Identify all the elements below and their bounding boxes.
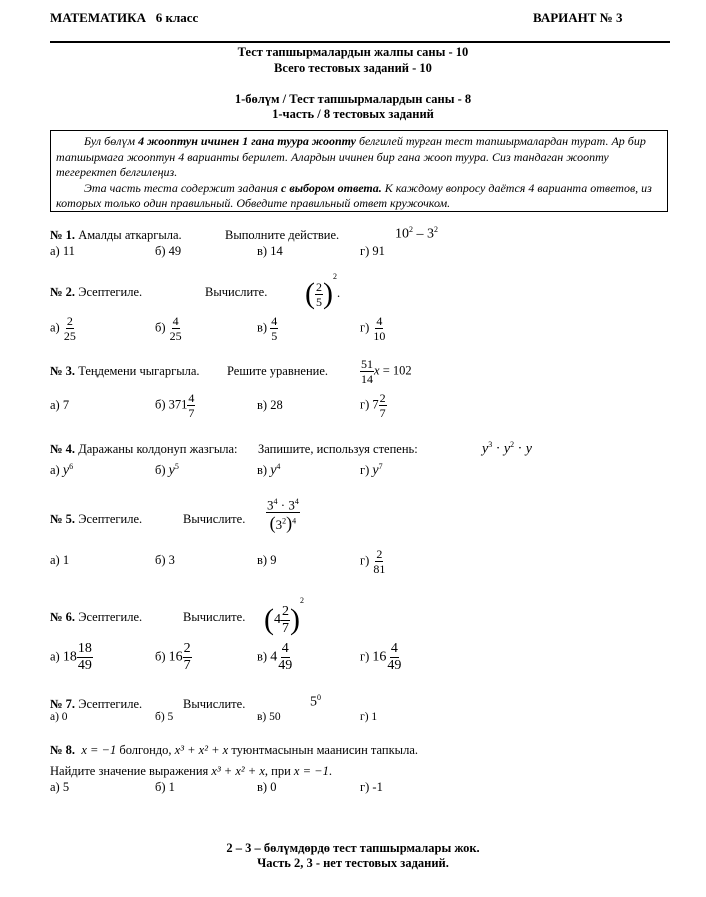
q5-expression: $\frac{3^4 \cdot 3^4}{(3^2)^4}$ [267,497,299,534]
q6-prompt: № 6. Эсептегиле. [50,610,143,624]
footer-kg: 2 – 3 – бөлүмдөрдө тест тапшырмалары жок. [226,841,480,855]
footer-ru: Часть 2, 3 - нет тестовых заданий. [257,856,449,870]
part1-kg: 1-бөлүм / Тест тапшырмалардын саны - 8 [234,92,472,106]
q8-prompt-kg: № 8. x = −1 болгондо, x³ + x² + x туюнтмасынын маанисин тапкыла. [50,743,418,757]
q3-answer-d[interactable]: г) 7 $\frac{2}{7}$ [360,391,386,420]
q4-answer-b[interactable]: б) $y^5$ [155,462,179,479]
q5-answer-a[interactable]: а) 1 [50,553,70,567]
q8-answer-c[interactable]: в) 0 [257,780,277,794]
q4-answer-c[interactable]: в) $y^4$ [257,462,281,479]
q7-answer-c[interactable]: в) 50 [257,711,281,723]
q3-prompt-ru: Решите уравнение. [227,364,329,378]
q2-answer-b[interactable]: б) $\frac{4}{25}$ [155,314,182,343]
q7-expression: $5^0$ [310,693,321,710]
q6-prompt-ru: Вычислите. [183,610,246,624]
q1-prompt: № 1. Амалды аткаргыла. [50,228,182,242]
q6-answer-a[interactable]: а) 18 $\frac{18}{49}$ [50,641,92,673]
q6-answer-b[interactable]: б) 16 $\frac{2}{7}$ [155,641,191,673]
part1-ru: 1-часть / 8 тестовых заданий [272,107,434,121]
q8-answer-a[interactable]: а) 5 [50,780,70,794]
header-divider [50,41,670,43]
q5-prompt-ru: Вычислите. [183,512,246,526]
q7-prompt-ru: Вычислите. [183,697,246,711]
q3-answer-b[interactable]: б) 371 $\frac{4}{7}$ [155,391,195,420]
q4-answer-d[interactable]: г) $y^7$ [360,462,383,479]
q2-prompt: № 2. Эсептегиле. [50,285,143,299]
q7-answer-d[interactable]: г) 1 [360,711,378,723]
q8-answer-d[interactable]: г) -1 [360,780,383,794]
q3-answer-c[interactable]: в) 28 [257,398,283,412]
q1-answer-c[interactable]: в) 14 [257,244,283,258]
subject-title: МАТЕМАТИКА 6 класс [50,10,199,25]
q6-expression: (4 $\frac{2}{7}$ )$^2$ [264,596,304,637]
instructions-kg: Бул бөлүм 4 жооптун ичинен 1 гана туура жоопту белгилей турган тест тапшырмалардан турат. Ар бир тапшырмага жооптун 4 варианты берилет. Алардын ичинен бир гана жооп туура. Сиз тандаган жоопту тегеректеп белгилеңиз. [56,134,646,179]
q6-answer-c[interactable]: в) 4 $\frac{4}{49}$ [257,641,293,673]
q2-prompt-ru: Вычислите. [205,285,268,299]
q2-answer-a[interactable]: а) $\frac{2}{25}$ [50,314,76,343]
q6-answer-d[interactable]: г) 16 $\frac{4}{49}$ [360,641,402,673]
q1-answer-b[interactable]: б) 49 [155,244,182,258]
q4-expression: $y^3 \cdot y^2 \cdot y$ [482,440,532,457]
q1-prompt-ru: Выполните действие. [225,228,340,242]
q5-answer-b[interactable]: б) 3 [155,553,175,567]
q8-answer-b[interactable]: б) 1 [155,780,175,794]
q8-prompt-ru: Найдите значение выражения x³ + x² + x, при x = −1. [50,764,332,778]
instructions-box [50,130,668,212]
q4-prompt-ru: Запишите, используя степень: [258,442,418,456]
q4-prompt: № 4. Даражаны колдонуп жазгыла: [50,442,238,456]
q7-answer-b[interactable]: б) 5 [155,711,174,723]
variant-label: ВАРИАНТ № 3 [533,10,623,25]
q7-answer-a[interactable]: а) 0 [50,711,68,723]
instructions-ru: Эта часть теста содержит задания с выбором ответа. К каждому вопросу даётся 4 варианта ответов, из которых только один правильный. Обведите правильный ответ кружочком. [56,180,652,210]
q5-answer-d[interactable]: г) $\frac{2}{81}$ [360,547,386,576]
q5-prompt: № 5. Эсептегиле. [50,512,143,526]
q2-answer-d[interactable]: г) $\frac{4}{10}$ [360,314,386,343]
q4-answer-a[interactable]: а) $y^6$ [50,462,74,479]
q5-answer-c[interactable]: в) 9 [257,553,277,567]
q2-answer-c[interactable]: в) $\frac{4}{5}$ [257,314,278,343]
q3-prompt: № 3. Теңдемени чыгаргыла. [50,364,200,378]
q1-expression: $10^2 - 3^2$ [395,225,438,242]
q3-equation: $\frac{51}{14}$ x = 102 [361,357,412,386]
q1-answer-a[interactable]: а) 11 [50,244,75,258]
totals-ru: Всего тестовых заданий - 10 [274,61,432,75]
totals-kg: Тест тапшырмалардын жалпы саны - 10 [237,45,469,59]
q3-answer-a[interactable]: а) 7 [50,398,70,412]
q1-answer-d[interactable]: г) 91 [360,244,385,258]
q2-expression: ( $\frac{2}{5}$ )$^2$. [305,272,341,311]
q7-prompt: № 7. Эсептегиле. [50,697,143,711]
